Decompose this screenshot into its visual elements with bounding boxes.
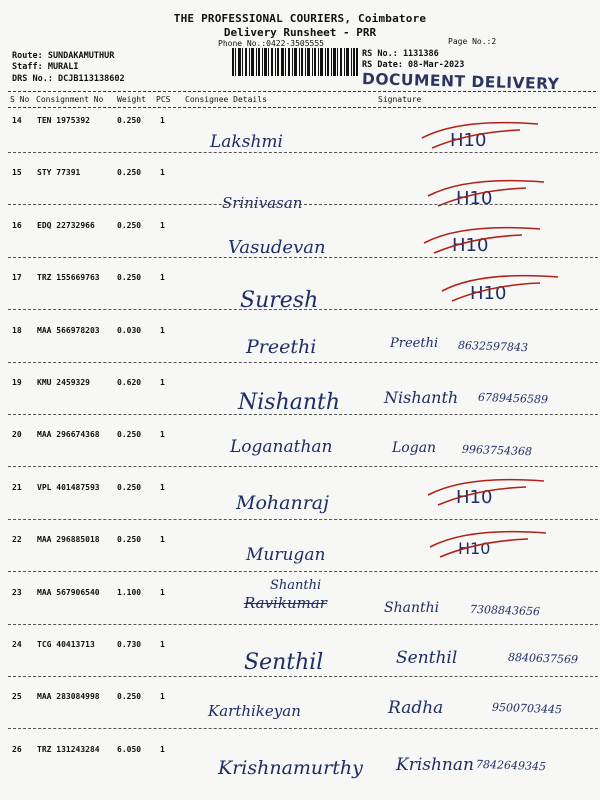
signature-phone: 9500703445 xyxy=(491,701,563,717)
row-consignment-no: KMU 2459329 xyxy=(37,378,90,387)
row-sno: 23 xyxy=(12,587,22,597)
row-divider xyxy=(8,362,598,363)
row-divider xyxy=(8,152,598,153)
row-sno: 22 xyxy=(12,535,22,545)
signature-scribble-icon xyxy=(426,176,556,220)
signature-text: H10 xyxy=(450,130,487,151)
signature-text: Preethi xyxy=(390,335,439,351)
signature-text: Nishanth xyxy=(384,388,459,407)
row-divider xyxy=(8,414,598,415)
signature-text: Krishnan xyxy=(396,754,474,775)
col-signature: Signature xyxy=(378,95,422,104)
signature-text: H10 xyxy=(470,283,507,305)
signature-scribble-icon xyxy=(428,527,558,571)
row-divider xyxy=(8,571,598,572)
row-divider xyxy=(8,728,598,729)
row-consignment-no: VPL 401487593 xyxy=(37,482,100,492)
row-weight: 0.030 xyxy=(117,325,142,335)
document-delivery-stamp: DOCUMENT DELIVERY xyxy=(361,70,560,94)
row-pcs: 1 xyxy=(160,535,165,545)
document-subtitle: Delivery Runsheet - PRR xyxy=(223,26,377,39)
row-pcs: 1 xyxy=(160,482,165,492)
consignee-name: Vasudevan xyxy=(228,236,326,258)
row-consignment-no: MAA 296885018 xyxy=(37,535,100,545)
row-sno: 17 xyxy=(12,273,22,283)
signature-text: H10 xyxy=(456,486,493,508)
row-consignment-no: TRZ 131243284 xyxy=(37,744,100,754)
consignee-name: Murugan xyxy=(246,545,326,566)
row-consignment-no: EDQ 22732966 xyxy=(37,220,95,230)
signature-scribble-icon xyxy=(426,475,556,519)
consignee-name: Nishanth xyxy=(238,390,341,415)
consignee-name: Karthikeyan xyxy=(208,702,301,721)
row-consignment-no: TCG 40413713 xyxy=(37,640,95,649)
signature-text: Senthil xyxy=(396,648,458,668)
row-sno: 18 xyxy=(12,325,22,335)
signature-phone: 8632597843 xyxy=(457,338,529,354)
signature-phone: 8840637569 xyxy=(507,650,579,667)
row-sno: 25 xyxy=(12,692,22,702)
row-weight: 0.250 xyxy=(117,273,142,283)
row-sno: 19 xyxy=(12,378,22,387)
col-weight: Weight xyxy=(117,95,146,104)
document-title: THE PROFESSIONAL COURIERS, Coimbatore xyxy=(173,12,427,25)
row-pcs: 1 xyxy=(160,273,165,283)
signature-phone: 9963754368 xyxy=(461,443,533,459)
consignee-name: Preethi xyxy=(246,335,317,358)
row-weight: 0.250 xyxy=(117,220,142,230)
row-weight: 6.050 xyxy=(117,744,142,754)
row-sno: 20 xyxy=(12,430,22,440)
col-consignment: Consignment No xyxy=(36,95,104,104)
row-divider xyxy=(8,624,598,625)
consignee-name: Srinivasan xyxy=(222,194,303,213)
row-pcs: 1 xyxy=(160,640,165,649)
row-divider xyxy=(8,309,598,310)
row-weight: 0.250 xyxy=(117,168,142,178)
row-consignment-no: MAA 566978203 xyxy=(37,325,100,335)
row-weight: 0.250 xyxy=(117,535,142,545)
signature-text: H10 xyxy=(456,188,493,210)
row-sno: 16 xyxy=(12,220,22,230)
col-sno: S No xyxy=(10,95,30,104)
row-weight: 0.250 xyxy=(117,692,142,702)
row-consignment-no: MAA 283084998 xyxy=(37,692,100,702)
signature-text: H10 xyxy=(452,234,489,256)
consignee-name: Shanthi xyxy=(270,577,322,593)
row-consignment-no: MAA 296674368 xyxy=(37,430,100,440)
row-weight: 0.620 xyxy=(117,378,142,387)
signature-phone: 7308843656 xyxy=(469,602,541,618)
barcode-icon xyxy=(232,48,358,76)
rs-date: RS Date: 08-Mar-2023 xyxy=(362,60,465,70)
row-pcs: 1 xyxy=(160,168,165,178)
row-sno: 24 xyxy=(12,640,22,649)
row-consignment-no: TRZ 155669763 xyxy=(37,273,100,283)
signature-scribble-icon xyxy=(422,223,552,267)
signature-text: H10 xyxy=(458,539,491,559)
header-divider xyxy=(8,91,596,92)
row-weight: 0.250 xyxy=(117,430,142,440)
row-consignment-no: MAA 567906540 xyxy=(37,587,100,597)
row-consignment-no: STY 77391 xyxy=(37,168,81,178)
row-divider xyxy=(8,257,598,258)
row-pcs: 1 xyxy=(160,692,165,702)
row-divider xyxy=(8,519,598,520)
signature-phone: 7842649345 xyxy=(475,757,547,774)
row-pcs: 1 xyxy=(160,587,165,597)
signature-text: Radha xyxy=(388,698,444,719)
consignee-name: Krishnamurthy xyxy=(218,756,363,779)
row-consignment-no: TEN 1975392 xyxy=(37,116,90,125)
drs-number: DRS No.: DCJB113138602 xyxy=(12,74,125,84)
col-pcs: PCS xyxy=(156,95,171,104)
row-sno: 14 xyxy=(12,116,22,125)
consignee-name: Lakshmi xyxy=(210,132,283,152)
row-weight: 0.730 xyxy=(117,640,142,649)
consignee-name: Loganathan xyxy=(230,437,333,458)
signature-phone: 6789456589 xyxy=(477,390,549,407)
row-pcs: 1 xyxy=(160,378,165,387)
column-divider xyxy=(8,107,596,108)
row-divider xyxy=(8,676,598,677)
row-sno: 26 xyxy=(12,744,22,754)
row-weight: 0.250 xyxy=(117,116,142,125)
row-weight: 0.250 xyxy=(117,482,142,492)
row-pcs: 1 xyxy=(160,220,165,230)
col-consignee: Consignee Details xyxy=(185,95,267,104)
row-pcs: 1 xyxy=(160,430,165,440)
row-pcs: 1 xyxy=(160,744,165,754)
signature-text: Shanthi xyxy=(384,599,440,616)
row-pcs: 1 xyxy=(160,116,165,125)
signature-scribble-icon xyxy=(420,118,550,162)
phone-number: Phone No.:0422-3505555 xyxy=(218,39,324,48)
route-label: Route: SUNDAKAMUTHUR xyxy=(12,51,115,61)
row-divider xyxy=(8,204,598,205)
consignee-name: Suresh xyxy=(240,288,319,314)
rs-number: RS No.: 1131386 xyxy=(362,49,439,59)
staff-label: Staff: MURALI xyxy=(12,62,79,72)
page-number: Page No.:2 xyxy=(448,37,497,46)
row-sno: 15 xyxy=(12,168,22,178)
row-divider xyxy=(8,466,598,467)
row-weight: 1.100 xyxy=(117,587,142,597)
consignee-name-struck: Ravikumar xyxy=(244,593,327,612)
consignee-name: Mohanraj xyxy=(236,491,329,514)
consignee-name: Senthil xyxy=(244,650,324,675)
signature-text: Logan xyxy=(392,440,437,457)
row-sno: 21 xyxy=(12,482,22,492)
row-pcs: 1 xyxy=(160,325,165,335)
